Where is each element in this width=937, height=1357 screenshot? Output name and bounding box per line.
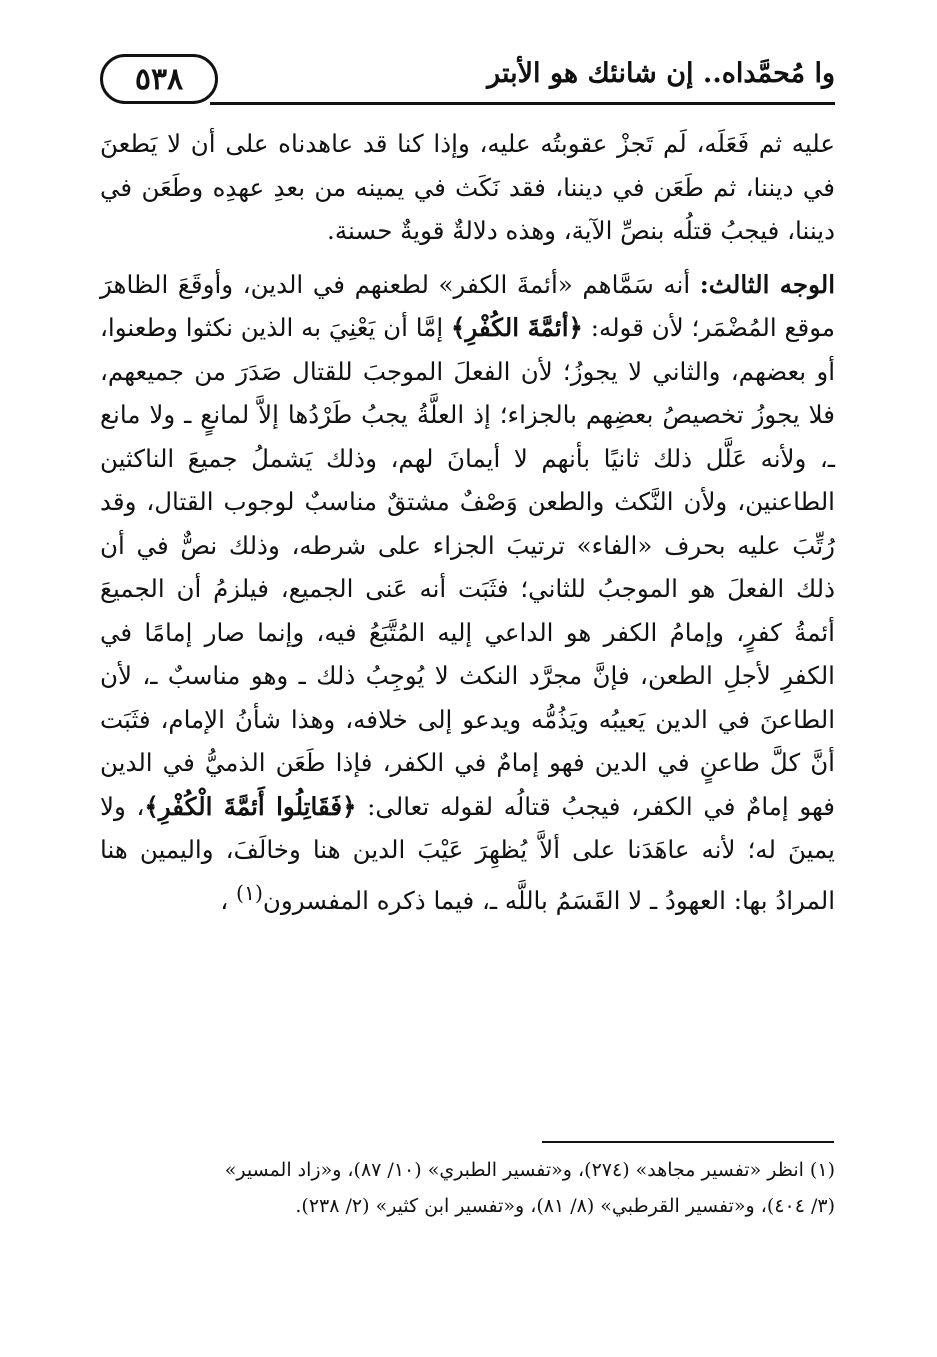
paragraph-2-part-d: ، [220,885,237,915]
footnote-line-2: (٣/ ٤٠٤)، و«تفسير القرطبي» (٨/ ٨١)، و«تفسير ابن كثير» (٢/ ٢٣٨). [295,1195,835,1217]
header-divider [210,102,835,105]
quran-quote-2: ﴿فَقَاتِلُوا أَئمَّةَ الْكُفْرِ﴾ [144,791,357,821]
main-text [100,122,835,922]
page-header [100,52,835,112]
footnote-line-1: (١) انظر «تفسير مجاهد» (٢٧٤)، و«تفسير الطبري» (١٠/ ٨٧)، و«زاد المسير» [224,1159,835,1181]
paragraph-2-part-a: أنه سَمَّاهم «أئمةَ الكفر» لطعنهم في الدين، وأوقَعَ الظاهرَ موقع المُضْمَر؛ لأن قوله: [100,269,835,342]
paragraph-1: عليه ثم فَعَلَه، لَم تَجزْ عقوبتُه عليه، وإذا كنا قد عاهدناه على أن لا يَطعنَ في ديننا، ثم طَعَن في ديننا، فقد نَكَث في يمينه من بعدِ عهدِه وطَعَن في ديننا، فيجبُ قتلُه بنصِّ الآية، وهذه دلالةٌ قويةٌ حسنة. [100,129,835,245]
footnote-divider [542,1141,834,1143]
section-lead: الوجه الثالث: [699,269,836,299]
paragraph-2-part-b: إمَّا أن يَعْنِيَ به الذين نكثوا وطعنوا، أو بعضهم، والثاني لا يجوزُ؛ لأن الفعلَ الموجبَ للقتال صَدَرَ من جميعهم، فلا يجوزُ تخصيصُ بعضِهم بالجزاء؛ إذ العلَّةُ يجبُ طَرْدُها إلاَّ لمانعٍ ـ ولا مانع ـ، ولأنه عَلَّل ذلك ثانيًا بأنهم لا أيمانَ لهم، وذلك يَشملُ جميعَ الناكثين الطاعنين، ولأن النَّكث والطعن وَصْفٌ مشتقٌ مناسبٌ لوجوب القتال، وقد رُتِّبَ عليه بحرف «الفاء» ترتيبَ الجزاء على شرطه، وذلك نصٌّ في أن ذلك الفعلَ هو الموجبُ للثاني؛ فثَبَت أنه عَنى الجميع، فيلزمُ أن الجميعَ أئمةُ كفرٍ، وإمامُ الكفر هو الداعي إليه المُتَّبَعُ فيه، وإنما صار إمامًا في الكفرِ لأجلِ الطعن، فإنَّ مجرَّد النكث لا يُوجِبُ ذلك ـ وهو مناسبٌ ـ، لأن الطاعنَ في الدين يَعيبُه ويَذُمُّه ويدعو إلى خلافه، وهذا شأنُ الإمام، فثَبَت أنَّ كلَّ طاعنٍ في الدين فهو إمامٌ في الكفر، فإذا طَعَن الذميُّ في الدين فهو إمامٌ في الكفر، فيجبُ قتالُه لقوله تعالى: [100,313,836,821]
page-number: ٥٣٨ [100,54,218,104]
running-title: وا مُحمَّداه.. إن شانئك هو الأبتر [487,58,835,89]
footnote-reference: (١) [236,880,263,905]
quran-quote-1: ﴿أئمَّةَ الكُفْرِ﴾ [450,313,583,342]
paragraph-2 [100,263,835,923]
paragraph-2-part-c: ، ولا يمينَ له؛ لأنه عاهَدَنا على ألاَّ يُظهِرَ عَيْبَ الدين هنا وخالَفَ، واليمين هنا المرادُ بها: العهودُ ـ لا القَسَمُ باللَّه ـ، فيما ذكره المفسرون [100,791,835,915]
footnotes [100,1152,835,1224]
